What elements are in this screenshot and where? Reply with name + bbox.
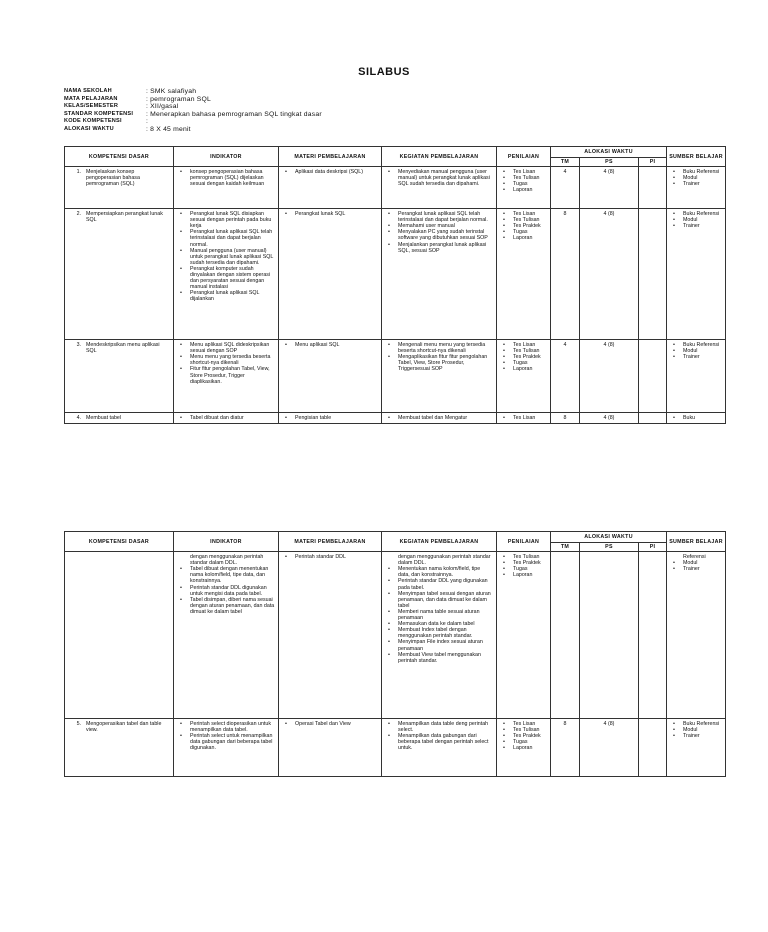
list-item: • Perintah standar DDL digunakan untuk mengisi data pada tabel.	[177, 585, 275, 597]
kd-number: 2.	[76, 211, 81, 218]
kegiatan-cell	[382, 340, 497, 413]
kompetensi-dasar-cell	[65, 719, 174, 777]
sumber-belajar-cell	[667, 552, 726, 719]
indikator-cell-list	[177, 342, 275, 385]
list-item: • Membuat tabel dan Mengatur	[385, 415, 493, 421]
list-item: • Tes Lisan	[500, 169, 547, 175]
list-item: • Tugas	[500, 739, 547, 745]
materi-cell	[279, 719, 382, 777]
list-item: • Manual pengguna (user manual) untuk perangkat lunak aplikasi SQL sudah tersedia dan dipahami.	[177, 248, 275, 266]
meta-key: KODE KOMPETENSI	[64, 118, 122, 125]
kegiatan-cell	[382, 209, 497, 340]
list-item: • Tabel dibuat dan diatur	[177, 415, 275, 421]
tm-cell: 4	[551, 167, 580, 209]
indikator-cell	[174, 552, 279, 719]
header-tm: TM	[551, 158, 580, 167]
header-kegiatan: KEGIATAN PEMBELAJARAN	[382, 532, 497, 552]
kd-number: 1.	[76, 169, 81, 176]
document-meta	[64, 88, 322, 134]
kompetensi-dasar-cell	[65, 552, 174, 719]
header-materi: MATERI PEMBELAJARAN	[279, 532, 382, 552]
sumber-belajar-cell-list	[670, 721, 722, 739]
list-item: • Tes Praktek	[500, 733, 547, 739]
list-item: • Perintah standar DDL	[282, 554, 378, 560]
meta-value: : pemrograman SQL	[146, 95, 211, 103]
list-item: • Menyediakan manual pengguna (user manual) untuk perangkat lunak aplikasi SQL sudah tersedia dan dipahami.	[385, 169, 493, 187]
list-item: • Laporan	[500, 572, 547, 578]
header-sumber-belajar: SUMBER BELAJAR	[667, 532, 726, 552]
kd-number: 4.	[76, 415, 81, 422]
indikator-cell	[174, 340, 279, 413]
kd-number: 3.	[76, 342, 81, 349]
pi-cell	[639, 552, 667, 719]
table-row	[65, 167, 726, 209]
kegiatan-cell-list	[385, 342, 493, 372]
penilaian-cell-list	[500, 554, 547, 578]
tm-cell: 8	[551, 413, 580, 424]
header-alokasi-waktu: ALOKASI WAKTU	[551, 532, 667, 543]
list-item: • Tugas	[500, 360, 547, 366]
list-item: • Memberi nama table sesuai aturan penamaan	[385, 609, 493, 621]
list-item: • konsep pengoperasian bahasa pemrograman (SQL) dijelaskan sesuai dengan kaidah keilmuan	[177, 169, 275, 187]
list-item: • Tes Praktek	[500, 354, 547, 360]
penilaian-cell-list	[500, 415, 547, 421]
kd-text: Menjelaskan konsep pengoperasian bahasa pemrograman (SQL)	[86, 169, 140, 188]
indikator-cell-list	[177, 211, 275, 302]
kegiatan-cell	[382, 413, 497, 424]
tm-cell: 8	[551, 209, 580, 340]
list-item: • Buku Referensi	[670, 721, 722, 727]
sumber-belajar-cell	[667, 209, 726, 340]
sumber-belajar-cell	[667, 167, 726, 209]
meta-value: : SMK salafiyah	[146, 88, 197, 95]
list-item: • Tes Lisan	[500, 415, 547, 421]
list-item: • Buku Referensi	[670, 342, 722, 348]
document-title: SILABUS	[358, 66, 410, 78]
penilaian-cell-list	[500, 342, 547, 372]
meta-key: NAMA SEKOLAH	[64, 88, 112, 94]
list-item: • Menampilkan data table deng perintah select.	[385, 721, 493, 733]
indikator-cell-list	[177, 169, 275, 187]
list-item: • Modul	[670, 727, 722, 733]
kegiatan-cell-list	[385, 169, 493, 187]
list-item: • Trainer	[670, 354, 722, 360]
kegiatan-cell-list	[385, 566, 493, 664]
kompetensi-dasar-cell	[65, 413, 174, 424]
list-item: • Laporan	[500, 187, 547, 193]
indikator-cell-list	[177, 566, 275, 615]
header-alokasi-waktu: ALOKASI WAKTU	[551, 147, 667, 158]
list-item: • Mengaplikasikan fitur fitur pengolahan Tabel, View, Store Prosedur, Triggersesuai SOP	[385, 354, 493, 372]
header-ps: PS	[580, 158, 639, 167]
indikator-cell-list	[177, 721, 275, 751]
pi-cell	[639, 340, 667, 413]
list-item: • Menyalakan PC yang sudah terinstal software yang dibutuhkan sesuai SOP	[385, 229, 493, 241]
list-item: • Tes Tulisan	[500, 348, 547, 354]
list-item: • Tes Praktek	[500, 560, 547, 566]
list-item: • Menu menu yang tersedia beserta shortcut-nya dikenali	[177, 354, 275, 366]
meta-value: : 8 X 45 menit	[146, 125, 191, 133]
ps-cell: 4 (8)	[580, 719, 639, 777]
kompetensi-dasar-cell	[65, 340, 174, 413]
kegiatan-cell-list	[385, 211, 493, 254]
kegiatan-cell	[382, 552, 497, 719]
list-item: • Memahami user manual	[385, 223, 493, 229]
list-item: • Buku Referensi	[670, 211, 722, 217]
list-item: • Trainer	[670, 181, 722, 187]
list-item: • Tugas	[500, 229, 547, 235]
sumber-belajar-cell-list	[670, 415, 722, 421]
indikator-cell-list	[177, 415, 275, 421]
table-row	[65, 719, 726, 777]
header-indikator: INDIKATOR	[174, 147, 279, 167]
list-item: • Menentukan nama kolom/field, tipe data, dan konstrainnya.	[385, 566, 493, 578]
ps-cell: 4 (8)	[580, 340, 639, 413]
header-penilaian: PENILAIAN	[497, 532, 551, 552]
list-item: • Modul	[670, 217, 722, 223]
list-item: • Laporan	[500, 366, 547, 372]
list-item: • Menampilkan data gabungan dari beberapa tabel dengan perintah select untuk.	[385, 733, 493, 751]
sumber-belajar-cell-list	[670, 169, 722, 187]
list-item: • Tabel disimpan, diberi nama sesuai dengan aturan penamaan, dan data dimuat ke dalam tabel	[177, 597, 275, 615]
penilaian-cell	[497, 340, 551, 413]
syllabus-table-page-1	[64, 146, 726, 424]
list-item: • Tes Praktek	[500, 223, 547, 229]
pi-cell	[639, 209, 667, 340]
header-indikator: INDIKATOR	[174, 532, 279, 552]
penilaian-cell-list	[500, 211, 547, 241]
list-item: • Menyimpan File index sesuai aturan penamaan	[385, 639, 493, 651]
indikator-cell	[174, 719, 279, 777]
ps-cell: 4 (8)	[580, 167, 639, 209]
list-item: • Tes Lisan	[500, 211, 547, 217]
sumber-belajar-cell-list	[670, 211, 722, 229]
list-item: • Tes Tulisan	[500, 727, 547, 733]
ps-cell: 4 (8)	[580, 209, 639, 340]
list-item: • Laporan	[500, 745, 547, 751]
materi-cell-list	[282, 721, 378, 727]
materi-cell	[279, 340, 382, 413]
list-item: • Perangkat lunak SQL disiapkan sesuai dengan perintah pada buku kerja	[177, 211, 275, 229]
kd-number: 5.	[76, 721, 81, 728]
list-item: • Buku Referensi	[670, 169, 722, 175]
kd-text: Mempersiapkan perangkat lunak SQL	[86, 211, 163, 224]
header-materi: MATERI PEMBELAJARAN	[279, 147, 382, 167]
list-item: • Perangkat lunak SQL	[282, 211, 378, 217]
list-item: • Menyimpan tabel sesuai dengan aturan penamaan, dan data dimuat ke dalam tabel	[385, 591, 493, 609]
list-item: • Perintah standar DDL yang digunakan pada tabel.	[385, 578, 493, 590]
header-pi: PI	[639, 543, 667, 552]
header-tm: TM	[551, 543, 580, 552]
header-kegiatan: KEGIATAN PEMBELAJARAN	[382, 147, 497, 167]
list-item: • Perintah select dioperasikan untuk menampilkan data tabel.	[177, 721, 275, 733]
list-item: • Memasukan data ke dalam tabel	[385, 621, 493, 627]
meta-row	[64, 126, 322, 134]
list-item: • Buku	[670, 415, 722, 421]
list-item: • Trainer	[670, 733, 722, 739]
header-kompetensi-dasar: KOMPETENSI DASAR	[65, 532, 174, 552]
meta-value: : XII/gasal	[146, 103, 179, 111]
list-item: • Menjalankan perangkat lunak aplikasi SQL, sesuai SOP	[385, 242, 493, 254]
indikator-cell-continued-text: dengan menggunakan perintah standar dalam DDL.	[190, 554, 264, 567]
list-item: • Aplikasi data deskripsi (SQL)	[282, 169, 378, 175]
list-item: • Modul	[670, 348, 722, 354]
meta-row	[64, 118, 322, 126]
kegiatan-cell	[382, 719, 497, 777]
meta-row	[64, 103, 322, 111]
table-row	[65, 209, 726, 340]
sumber-belajar-cell-continued-text: Referensi	[683, 554, 706, 561]
kd-text: Membuat tabel	[86, 415, 122, 422]
materi-cell	[279, 167, 382, 209]
materi-cell-list	[282, 554, 378, 560]
header-ps: PS	[580, 543, 639, 552]
indikator-cell	[174, 413, 279, 424]
list-item: • Perangkat lunak aplikasi SQL dijalankan	[177, 290, 275, 302]
kegiatan-cell-list	[385, 415, 493, 421]
list-item: • Modul	[670, 175, 722, 181]
table-row	[65, 340, 726, 413]
sumber-belajar-cell	[667, 719, 726, 777]
pi-cell	[639, 719, 667, 777]
list-item: • Tugas	[500, 566, 547, 572]
tm-cell	[551, 552, 580, 719]
meta-key: STANDAR KOMPETENSI	[64, 110, 134, 117]
materi-cell	[279, 552, 382, 719]
penilaian-cell	[497, 552, 551, 719]
penilaian-cell	[497, 167, 551, 209]
penilaian-cell	[497, 719, 551, 777]
materi-cell-list	[282, 415, 378, 421]
penilaian-cell-list	[500, 721, 547, 751]
list-item: • Tes Tulisan	[500, 554, 547, 560]
sumber-belajar-cell	[667, 340, 726, 413]
list-item: • Perangkat lunak aplikasi SQL telah terinstalasi dan dapat berjalan normal.	[177, 229, 275, 247]
table-row	[65, 413, 726, 424]
kegiatan-cell-continued-text: dengan menggunakan perintah standar dalam DDL.	[398, 554, 491, 567]
pi-cell	[639, 413, 667, 424]
penilaian-cell	[497, 413, 551, 424]
list-item: • Trainer	[670, 223, 722, 229]
materi-cell-list	[282, 342, 378, 348]
materi-cell-list	[282, 169, 378, 175]
ps-cell: 4 (8)	[580, 413, 639, 424]
list-item: • Trainer	[670, 566, 722, 572]
list-item: • Perintah select untuk menampilkan data gabungan dari beberapa tabel digunakan.	[177, 733, 275, 751]
syllabus-table-page-2	[64, 531, 726, 777]
indikator-cell	[174, 167, 279, 209]
kegiatan-cell	[382, 167, 497, 209]
meta-key: KELAS/SEMESTER	[64, 103, 119, 110]
materi-cell-list	[282, 211, 378, 217]
penilaian-cell-list	[500, 169, 547, 193]
kompetensi-dasar-cell	[65, 209, 174, 340]
kd-text: Mengoperasikan tabel dan table view.	[86, 721, 162, 734]
pi-cell	[639, 167, 667, 209]
list-item: • Tugas	[500, 181, 547, 187]
list-item: • Tabel dibuat dengan menentukan nama kolom/field, tipe data, dan konstrainnya.	[177, 566, 275, 584]
list-item: • Membuat View tabel menggunakan perintah standar.	[385, 652, 493, 664]
sumber-belajar-cell-list	[670, 560, 722, 572]
kd-text: Mendeskripsikan menu aplikasi SQL	[86, 342, 160, 355]
meta-row	[64, 88, 322, 96]
meta-row	[64, 111, 322, 119]
kompetensi-dasar-cell	[65, 167, 174, 209]
header-kompetensi-dasar: KOMPETENSI DASAR	[65, 147, 174, 167]
list-item: • Mengenali menu menu yang tersedia beserta shortcut-nya dikenali	[385, 342, 493, 354]
list-item: • Menu aplikasi SQL dideskripsikan sesuai dengan SOP	[177, 342, 275, 354]
list-item: • Tes Tulisan	[500, 217, 547, 223]
header-sumber-belajar: SUMBER BELAJAR	[667, 147, 726, 167]
indikator-cell	[174, 209, 279, 340]
tm-cell: 4	[551, 340, 580, 413]
list-item: • Tes Tulisan	[500, 175, 547, 181]
list-item: • Modul	[670, 560, 722, 566]
list-item: • Tes Lisan	[500, 342, 547, 348]
materi-cell	[279, 209, 382, 340]
list-item: • Perangkat komputer sudah dinyalakan dengan sistem operasi dan persyaratan sesuai dengan manual instalasi	[177, 266, 275, 290]
list-item: • Membuat Index tabel dengan menggunakan perintah standar.	[385, 627, 493, 639]
meta-value: : Menerapkan bahasa pemrograman SQL tingkat dasar	[146, 110, 322, 118]
list-item: • Operasi Tabel dan View	[282, 721, 378, 727]
meta-key: MATA PELAJARAN	[64, 95, 118, 102]
ps-cell	[580, 552, 639, 719]
header-penilaian: PENILAIAN	[497, 147, 551, 167]
list-item: • Tes Lisan	[500, 721, 547, 727]
meta-key: ALOKASI WAKTU	[64, 125, 114, 132]
kegiatan-cell-list	[385, 721, 493, 751]
list-item: • Laporan	[500, 235, 547, 241]
table-row	[65, 552, 726, 719]
meta-row	[64, 96, 322, 104]
sumber-belajar-cell	[667, 413, 726, 424]
sumber-belajar-cell-list	[670, 342, 722, 360]
list-item: • Pengisian table	[282, 415, 378, 421]
penilaian-cell	[497, 209, 551, 340]
tm-cell: 8	[551, 719, 580, 777]
list-item: • Fitur fitur pengolahan Tabel, View, Store Prosedur, Trigger diaplikasikan.	[177, 366, 275, 384]
list-item: • Perangkat lunak aplikasi SQL telah terinstalasi dan dapat berjalan normal.	[385, 211, 493, 223]
meta-value: :	[146, 118, 149, 126]
materi-cell	[279, 413, 382, 424]
list-item: • Menu aplikasi SQL	[282, 342, 378, 348]
header-pi: PI	[639, 158, 667, 167]
